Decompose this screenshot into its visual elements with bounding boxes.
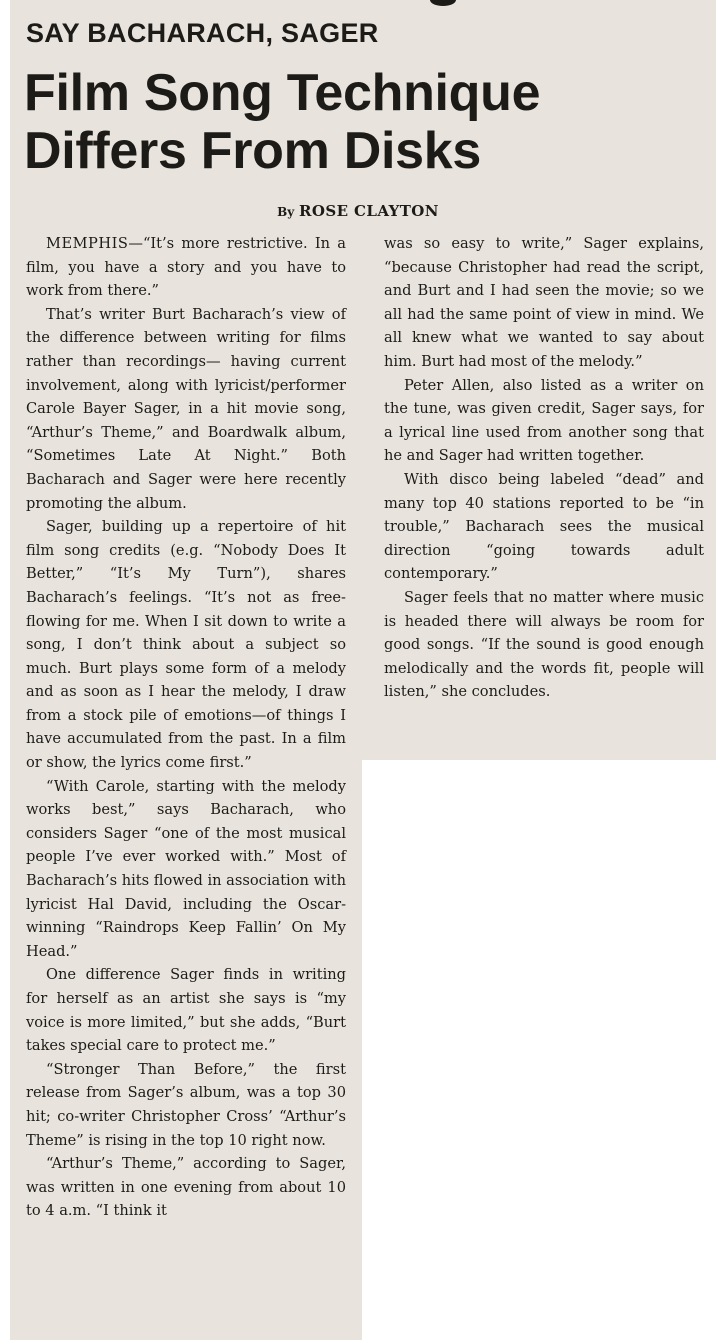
paragraph: Sager feels that no matter where music is headed there will always be room for good songs. “If the sound is good enough melodically and the words fit, people will listen,” she concludes. bbox=[384, 588, 704, 701]
headline-line-2: Differs From Disks bbox=[24, 122, 481, 180]
paragraph: Peter Allen, also listed as a writer on the tune, was given credit, Sager says, for a lyrical line used from another song that he and Sager had written together. bbox=[384, 376, 704, 465]
paragraph: “With Carole, starting with the melody works best,” says Bacharach, who considers Sager “one of the most musical people I’ve ever worked with.” Most of Bacharach’s hits flowed in association with lyricist Hal David, including the Oscar-winning “Raindrops Keep Fallin’ On My Head.” bbox=[26, 777, 346, 960]
right-column bbox=[384, 232, 704, 704]
paragraph: “Stronger Than Before,” the first release from Sager’s album, was a top 30 hit; co-writer Christopher Cross’ “Arthur’s Theme” is rising in the top 10 right now. bbox=[26, 1060, 346, 1149]
headline-line-1: Film Song Technique bbox=[24, 64, 541, 122]
dateline-dash: — bbox=[128, 235, 143, 252]
article-byline bbox=[0, 202, 716, 220]
paragraph: “Arthur’s Theme,” according to Sager, was written in one evening from about 10 to 4 a.m. “I think it bbox=[26, 1155, 346, 1220]
paragraph-continuation: was so easy to write,” Sager explains, “because Christopher had read the script, and Burt and I had seen the movie; so we all had the same point of view in mind. We all knew what we wanted to say about him. Burt had most of the melody.” bbox=[384, 235, 704, 370]
paragraph: That’s writer Burt Bacharach’s view of the difference between writing for films rather than recordings— having current involvement, along with lyricist/performer Carole Bayer Sager, in a hit movie song, “Arthur’s Theme,” and Boardwalk album, “Sometimes Late At Night.” Both Bacharach and Sager were here recently promoting the album. bbox=[26, 305, 346, 512]
left-column bbox=[26, 232, 346, 1223]
dateline: MEMPHIS bbox=[46, 235, 129, 252]
byline-prefix: By bbox=[277, 205, 295, 219]
paragraph: With disco being labeled “dead” and many top 40 stations reported to be “in trouble,” Bacharach sees the musical direction “going towards adult contemporary.” bbox=[384, 470, 704, 583]
byline-author: ROSE CLAYTON bbox=[299, 202, 439, 220]
paragraph: One difference Sager finds in writing for herself as an artist she says is “my voice is more limited,” but she adds, “Burt takes special care to protect me.” bbox=[26, 966, 346, 1055]
paragraph-text: “It’s more restrictive. In a film, you have a story and you have to work from there.” bbox=[26, 235, 346, 300]
article-headline bbox=[24, 64, 704, 180]
article-kicker: SAY BACHARACH, SAGER bbox=[26, 18, 379, 48]
paragraph bbox=[26, 232, 346, 303]
paragraph: Sager, building up a repertoire of hit film song credits (e.g. “Nobody Does It Better,” “It’s My Turn”), shares Bacharach’s feelings. “It’s not as free-flowing for me. When I sit down to write a song, I don’t think about a subject so much. Burt plays some form of a melody and as soon as I hear the melody, I draw from a stock pile of emotions—of things I have accumulated from the past. In a film or show, the lyrics come first.” bbox=[26, 518, 346, 772]
